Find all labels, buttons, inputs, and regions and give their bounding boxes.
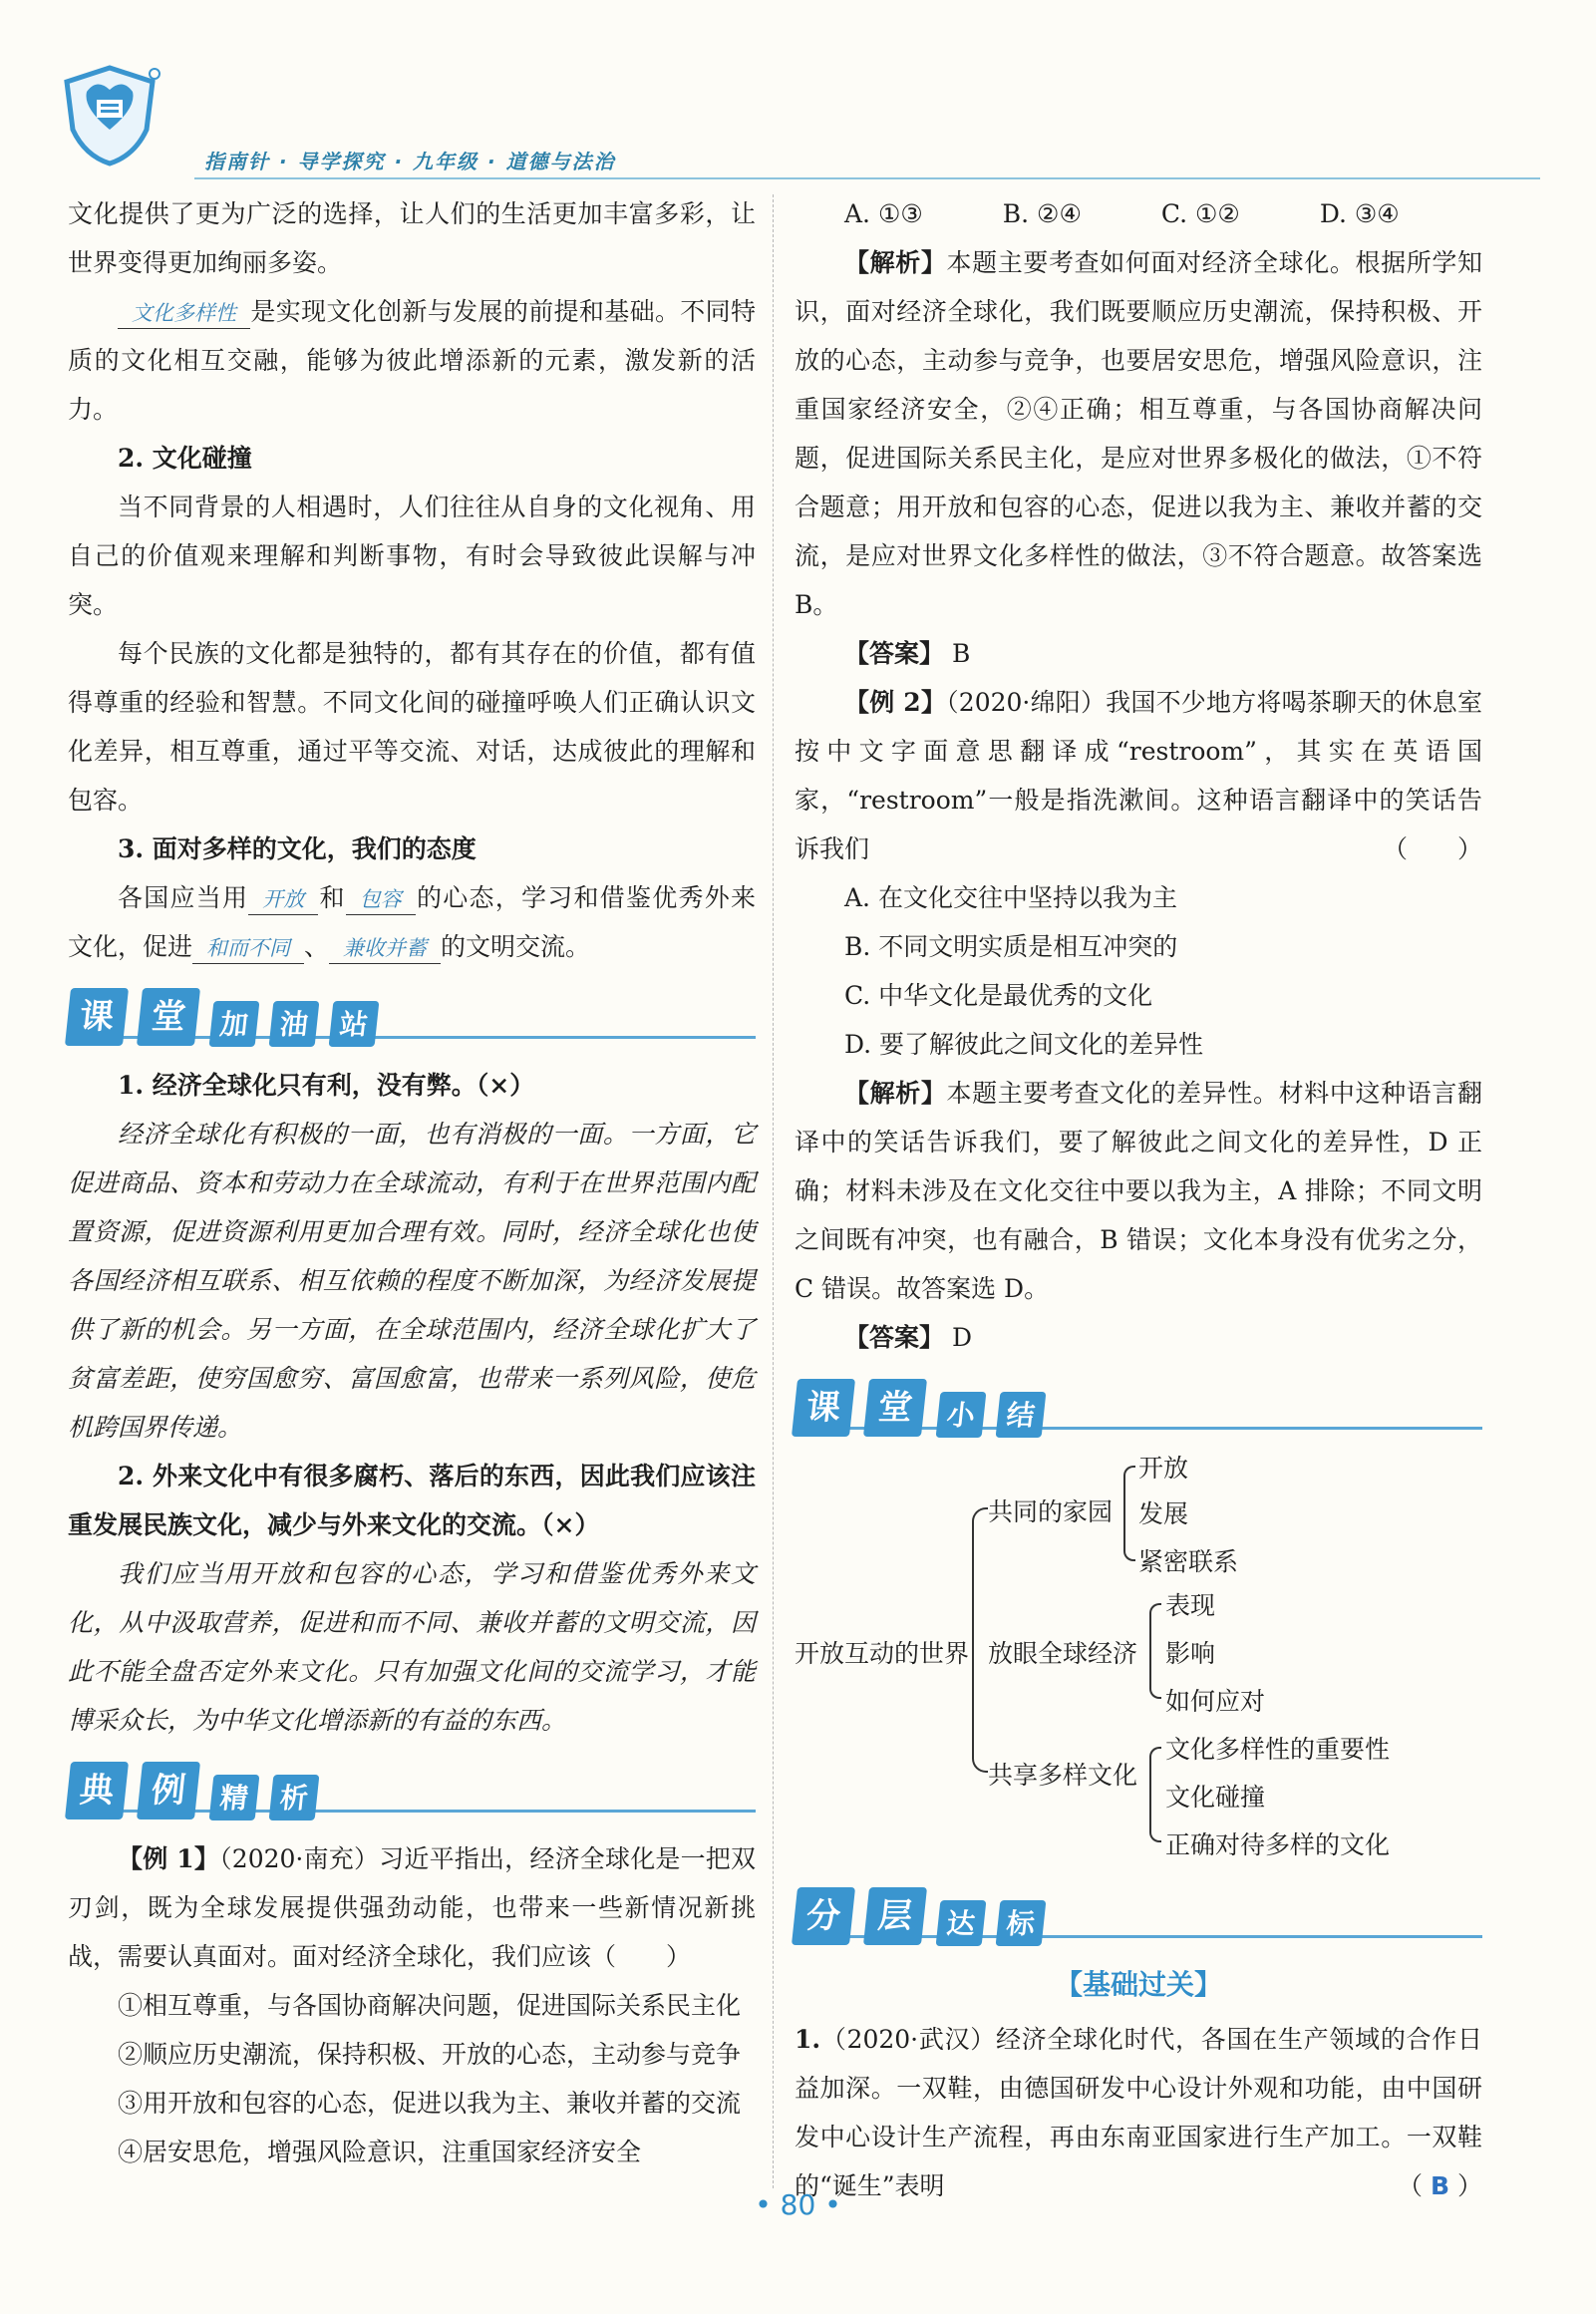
p5-text-e: 的文明交流。 xyxy=(441,932,591,961)
tree-leaf: 正确对待多样的文化 xyxy=(1165,1830,1391,1859)
page-header xyxy=(55,60,1540,179)
tree-brace-1 xyxy=(1123,1466,1135,1561)
tree-leaf: 文化多样性的重要性 xyxy=(1165,1735,1391,1764)
question-text: （2020·武汉）经济全球化时代，各国在生产领域的合作日益加深。一双鞋，由德国研发中心设计外观和功能，由中国研发中心设计生产流程，再由东南亚国家进行生产加工。一双鞋的“诞生”表明 xyxy=(795,2025,1482,2200)
tree-brace-root xyxy=(972,1507,988,1773)
example-1-options xyxy=(795,189,1482,238)
banner-char: 站 xyxy=(329,1001,380,1047)
banner-char: 典 xyxy=(65,1762,129,1819)
example-2-option: B. 不同文明实质是相互冲突的 xyxy=(844,932,1178,961)
banner-char: 结 xyxy=(996,1392,1047,1438)
tree-brace-2 xyxy=(1149,1603,1161,1699)
heading-culture-collision: 2. 文化碰撞 xyxy=(118,444,252,473)
example-2-paren: （ ） xyxy=(1382,834,1482,863)
handwritten-answer: B xyxy=(1430,2171,1450,2200)
summary-tree xyxy=(795,1452,1482,1870)
fill-blank-2: 开放 xyxy=(248,884,318,915)
example-1-item: ③用开放和包容的心态，促进以我为主、兼收并蓄的交流 xyxy=(118,2089,742,2118)
example-1-item: ②顺应历史潮流，保持积极、开放的心态，主动参与竞争 xyxy=(118,2040,742,2069)
banner-char: 堂 xyxy=(863,1379,927,1437)
page-number: • 80 • xyxy=(755,2188,841,2221)
judgement-2-explanation: 我们应当用开放和包容的心态，学习和借鉴优秀外来文化，从中汲取营养，促进和而不同、兼收并蓄的文明交流，因此不能全盘否定外来文化。只有加强文化间的交流学习，才能博采众长，为中华文化增添新的有益的东西。 xyxy=(68,1559,756,1735)
p5-text-d: 、 xyxy=(304,932,330,961)
judgement-1-explanation: 经济全球化有积极的一面，也有消极的一面。一方面，它促进商品、资本和劳动力在全球流动，有利于在世界范围内配置资源，促进资源利用更加合理有效。同时，经济全球化也使各国经济相互联系、相互依赖的程度不断加深，为经济发展提供了新的机会。另一方面，在全球范围内，经济全球化扩大了贫富差距，使穷国愈穷、富国愈富，也带来一系列风险，使危机跨国界传递。 xyxy=(68,1120,756,1442)
tree-leaf: 紧密联系 xyxy=(1138,1547,1239,1576)
tree-leaf: 开放 xyxy=(1138,1454,1189,1483)
p5-text-a: 各国应当用 xyxy=(118,883,249,912)
banner-char: 课 xyxy=(65,988,129,1046)
series-title: 指南针 · 导学探究 · 九年级 · 道德与法治 xyxy=(204,150,616,173)
heading-attitude: 3. 面对多样的文化，我们的态度 xyxy=(118,834,477,863)
paragraph-3: 当不同背景的人相遇时，人们往往从自身的文化视角、用自己的价值观来理解和判断事物，有时会导致彼此误解与冲突。 xyxy=(68,493,756,619)
paragraph-2-text: 是实现文化创新与发展的前提和基础。不同特质的文化相互交融，能够为彼此增添新的元素，激发新的活力。 xyxy=(68,297,756,424)
answer-value: B xyxy=(951,639,971,668)
example-2-analysis xyxy=(795,1069,1482,1313)
banner-char: 标 xyxy=(996,1900,1047,1946)
example-1-text: （2020·南充）习近平指出，经济全球化是一把双刃剑，既为全球发展提供强劲动能，也带来一些新情况新挑战，需要认真面对。面对经济全球化，我们应该 xyxy=(68,1844,756,1971)
example-2-tag: 【例 2】 xyxy=(844,688,947,717)
banner-char: 加 xyxy=(209,1001,260,1047)
fill-blank-5: 兼收并蓄 xyxy=(329,933,441,964)
tree-brace-3 xyxy=(1149,1747,1161,1842)
banner-char: 油 xyxy=(269,1001,320,1047)
example-1 xyxy=(68,1834,756,1981)
example-2-option: C. 中华文化是最优秀的文化 xyxy=(844,981,1153,1010)
tree-leaf: 发展 xyxy=(1138,1499,1189,1528)
banner-char: 课 xyxy=(792,1379,855,1437)
banner-layered-practice xyxy=(795,1880,1482,1952)
banner-class-summary xyxy=(795,1372,1482,1444)
question-number: 1. xyxy=(795,2025,821,2054)
tree-branch-1: 共同的家园 xyxy=(988,1497,1114,1526)
section-basic-practice: 【基础过关】 xyxy=(1054,1968,1222,2001)
banner-char: 小 xyxy=(936,1392,987,1438)
banner-char: 层 xyxy=(863,1887,927,1945)
option-d: D. ③④ xyxy=(1319,199,1400,228)
example-1-analysis xyxy=(795,238,1482,629)
paragraph-1: 文化提供了更为广泛的选择，让人们的生活更加丰富多彩，让世界变得更加绚丽多姿。 xyxy=(68,199,756,277)
example-1-tag: 【例 1】 xyxy=(118,1844,220,1873)
tree-branch-3: 共享多样文化 xyxy=(988,1761,1138,1790)
example-1-paren: （ ） xyxy=(591,1942,692,1971)
judgement-1: 1. 经济全球化只有利，没有弊。（×） xyxy=(118,1071,535,1100)
example-2-answer xyxy=(795,1313,1482,1362)
banner-typical-examples xyxy=(68,1755,756,1826)
banner-char: 例 xyxy=(137,1762,200,1819)
tree-leaf: 表现 xyxy=(1165,1591,1216,1620)
example-1-item: ①相互尊重，与各国协商解决问题，促进国际关系民主化 xyxy=(118,1991,742,2020)
fill-blank-1: 文化多样性 xyxy=(118,298,250,329)
judgement-2: 2. 外来文化中有很多腐朽、落后的东西，因此我们应该注重发展民族文化，减少与外来文化的交流。（×） xyxy=(68,1462,756,1539)
banner-char: 堂 xyxy=(137,988,200,1046)
book-logo-icon xyxy=(55,60,164,169)
question-answer-paren: （ B ） xyxy=(1398,2171,1482,2200)
header-rule xyxy=(194,177,1540,179)
option-b: B. ②④ xyxy=(1002,199,1082,228)
example-1-item: ④居安思危，增强风险意识，注重国家经济安全 xyxy=(118,2138,642,2166)
tree-leaf: 文化碰撞 xyxy=(1165,1783,1266,1812)
left-column xyxy=(68,189,756,2176)
banner-classroom-station xyxy=(68,981,756,1053)
analysis-text: 本题主要考查文化的差异性。材料中这种语言翻译中的笑话告诉我们，要了解彼此之间文化的差异性，D 正确；材料未涉及在文化交往中要以我为主，A 排除；不同文明之间既有冲突，也有融合，B 错误；文化本身没有优劣之分，C 错误。故答案选 D。 xyxy=(795,1079,1482,1303)
analysis-tag: 【解析】 xyxy=(844,1079,947,1108)
tree-leaf: 如何应对 xyxy=(1165,1687,1266,1716)
tree-root: 开放互动的世界 xyxy=(795,1639,970,1668)
example-2-option: D. 要了解彼此之间文化的差异性 xyxy=(844,1030,1204,1059)
answer-tag: 【答案】 xyxy=(844,639,945,668)
banner-char: 达 xyxy=(936,1900,987,1946)
right-column xyxy=(795,189,1482,2210)
option-a: A. ①③ xyxy=(844,199,923,228)
practice-question-1 xyxy=(795,2015,1482,2210)
p5-text-b: 和 xyxy=(318,883,346,912)
column-divider xyxy=(773,194,774,2188)
example-1-answer xyxy=(795,629,1482,678)
banner-char: 精 xyxy=(209,1775,260,1820)
banner-char: 析 xyxy=(269,1775,320,1820)
option-c: C. ①② xyxy=(1160,199,1240,228)
p5-text-c: 的心态，学习和借鉴优秀外来文化，促进 xyxy=(68,883,756,961)
paragraph-4: 每个民族的文化都是独特的，都有其存在的价值，都有值得尊重的经验和智慧。不同文化间的碰撞呼唤人们正确认识文化差异，相互尊重，通过平等交流、对话，达成彼此的理解和包容。 xyxy=(68,639,756,815)
example-2 xyxy=(795,678,1482,873)
answer-value: D xyxy=(951,1323,973,1352)
analysis-tag: 【解析】 xyxy=(844,248,947,277)
fill-blank-3: 包容 xyxy=(346,884,416,915)
paragraph-2 xyxy=(68,287,756,434)
example-2-text: （2020·绵阳）我国不少地方将喝茶聊天的休息室按中文字面意思翻译成“restroom”，其实在英语国家，“restroom”一般是指洗漱间。这种语言翻译中的笑话告诉我们 xyxy=(795,688,1482,863)
paragraph-5 xyxy=(68,873,756,971)
banner-char: 分 xyxy=(792,1887,855,1945)
example-2-option: A. 在文化交往中坚持以我为主 xyxy=(844,883,1177,912)
tree-branch-2: 放眼全球经济 xyxy=(988,1639,1138,1668)
fill-blank-4: 和而不同 xyxy=(192,933,304,964)
answer-tag: 【答案】 xyxy=(844,1323,945,1352)
tree-leaf: 影响 xyxy=(1165,1639,1216,1668)
analysis-text: 本题主要考查如何面对经济全球化。根据所学知识，面对经济全球化，我们既要顺应历史潮流，保持积极、开放的心态，主动参与竞争，也要居安思危，增强风险意识，注重国家经济安全，②④正确；相互尊重，与各国协商解决问题，促进国际关系民主化，是应对世界多极化的做法，①不符合题意；用开放和包容的心态，促进以我为主、兼收并蓄的交流，是应对世界文化多样性的做法，③不符合题意。故答案选 B。 xyxy=(795,248,1482,619)
